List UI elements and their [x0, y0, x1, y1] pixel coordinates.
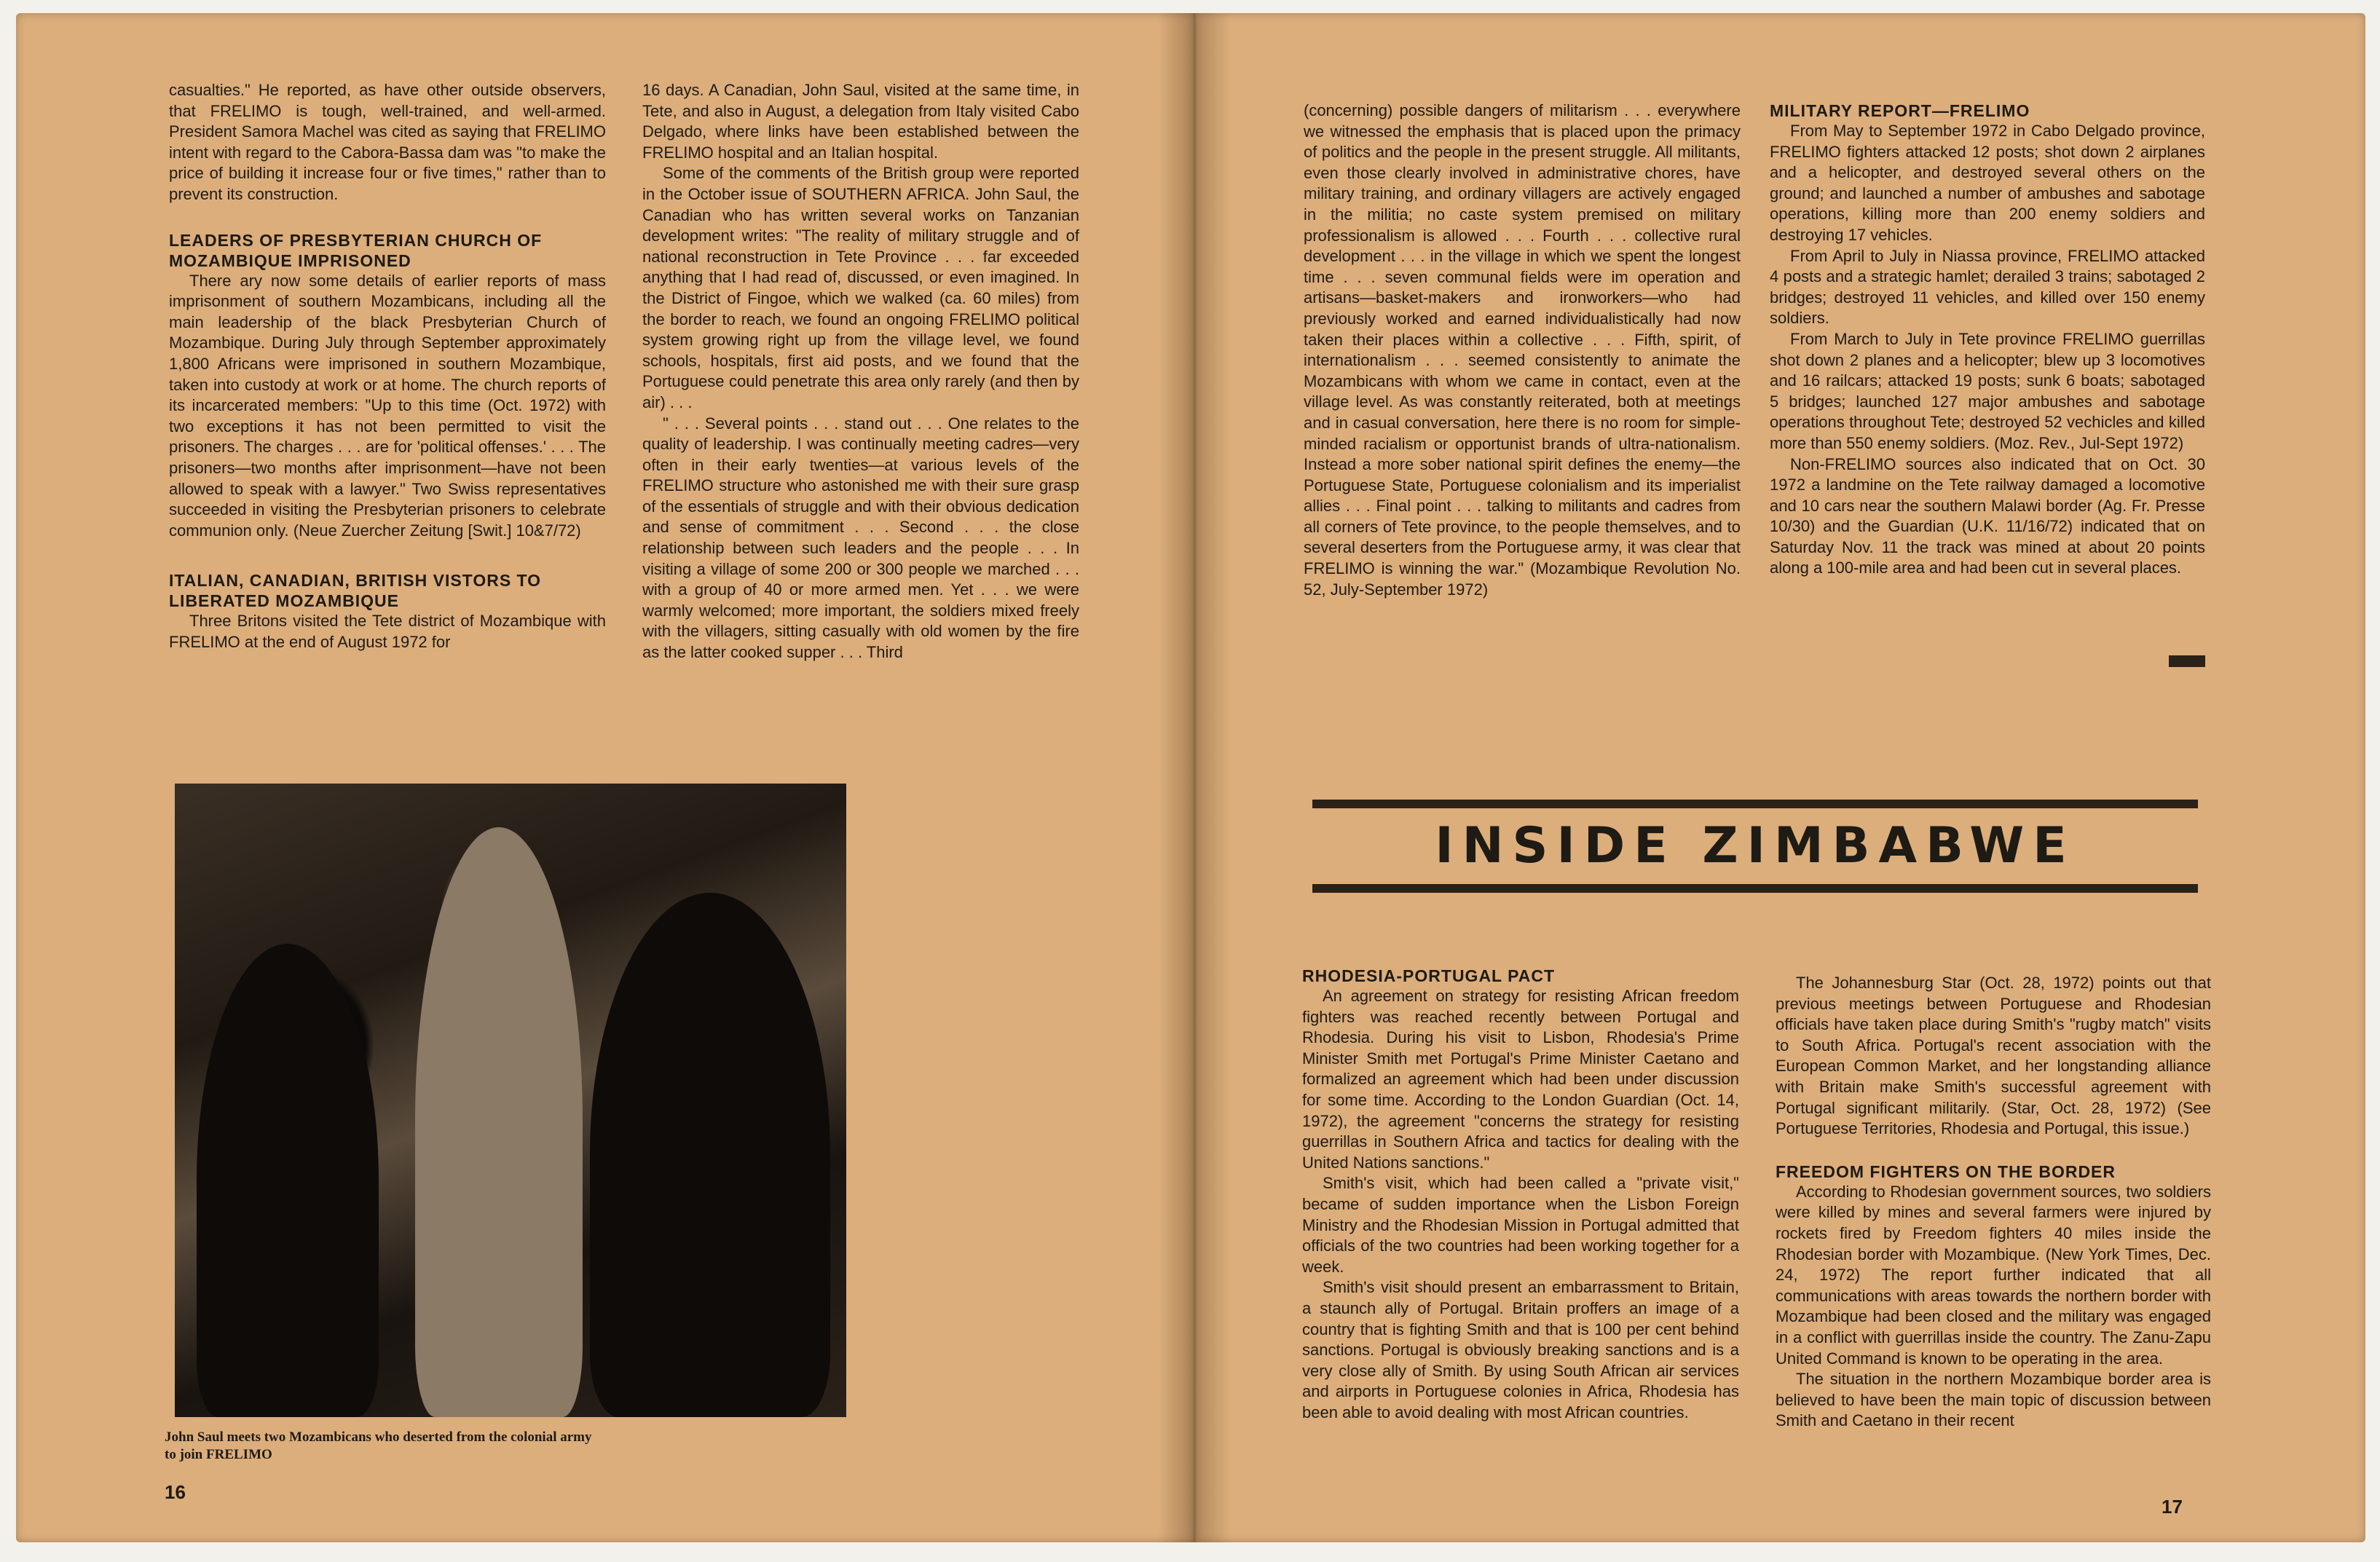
photograph — [175, 784, 846, 1417]
right-column-1 — [1304, 100, 1741, 600]
article-paragraph: From March to July in Tete province FRELIMO guerrillas shot down 2 planes and a helicopter; blew up 3 locomotives and 16 railcars; attacked 19 posts; sunk 6 boats; sabotaged 5 bridges; launched 127 major ambushes and sabotage operations throughout Tete; destroyed 52 vechicles and killed more than 550 enemy soldiers. (Moz. Rev., Jul-Sept 1972) — [1770, 329, 2205, 452]
article-paragraph: The Johannesburg Star (Oct. 28, 1972) points out that previous meetings between Portuguese and Rhodesian officials have taken place during Smith's "rugby match" visits to South Africa. Portugal's recent association with the European Common Market, and her longstanding alliance with Britain make Smith's successful agreement with Portugal significant militarily. (Star, Oct. 28, 1972) (See Portuguese Territories, Rhodesia and Portugal, this issue.) — [1776, 974, 2211, 1138]
section-heading: MILITARY REPORT—FRELIMO — [1770, 101, 2030, 120]
article-paragraph: From May to September 1972 in Cabo Delgado province, FRELIMO fighters attacked 12 posts; shot down 2 airplanes and a helicopter, and destroyed several others on the ground; and launched a number of ambushes and sabotage operations, killing more than 200 enemy soldiers and destroying 17 vehicles. — [1770, 122, 2205, 244]
section-heading: FREEDOM FIGHTERS ON THE BORDER — [1776, 1161, 2116, 1181]
article-paragraph: There ary now some details of earlier reports of mass imprisonment of southern Mozambicans, including all the main leadership of the black Presbyterian Church of Mozambique. During July through September approximately 1,800 Africans were imprisoned in southern Mozambique, taken into custody at work or at home. The church reports of its incarcerated members: "Up to this time (Oct. 1972) with two exceptions it has not been permitted to visit the prisoners. The charges . . . are for 'political offenses.' . . . The prisoners—two months after imprisonment—have not been allowed to speak with a lawyer." Two Swiss representatives succeeded in visiting the Presbyterian prisoners to celebrate communion only. (Neue Zuercher Zeitung [Swit.] 10&7/72) — [169, 271, 606, 540]
article-paragraph: " . . . Several points . . . stand out . . . One relates to the quality of leadership. I was continually meeting cadres—very often in their early twenties—at various levels of the FRELIMO structure who astonished me with their sure grasp of the essentials of struggle and with their obvious dedication and sense of commitment . . . Second . . . the close relationship between such leaders and the people . . . In visiting a village of some 200 or 300 people we marched . . . with a group of 40 or more armed men. Yet . . . we were warmly welcomed; more important, the soldiers mixed freely with the villagers, sitting casually with old women by the fire as the latter cooked supper . . . Third — [642, 414, 1079, 662]
article-paragraph: From April to July in Niassa province, FRELIMO attacked 4 posts and a strategic hamlet; derailed 3 trains; sabotaged 2 bridges; destroyed 11 vehicles, and killed over 150 enemy soldiers. — [1770, 246, 2205, 328]
right-column-4 — [1776, 973, 2211, 1432]
left-column-2 — [642, 80, 1079, 663]
page-gutter — [1158, 13, 1231, 1542]
article-paragraph: 16 days. A Canadian, John Saul, visited at the same time, in Tete, and also in August, a delegation from Italy visited Cabo Delgado, where links have been established between the FRELIMO hospital and an Italian hospital. — [642, 81, 1079, 162]
section-banner: INSIDE ZIMBABWE — [1435, 817, 2076, 875]
page-number-left: 16 — [165, 1481, 186, 1503]
article-paragraph: casualties." He reported, as have other outside observers, that FRELIMO is tough, well-trained, and well-armed. President Samora Machel was cited as saying that FRELIMO intent with regard to the Cabora-Bassa dam was "to make the price of building it increase four or five times," rather than to prevent its construction. — [169, 81, 606, 203]
right-column-2 — [1770, 100, 2205, 579]
article-paragraph: Some of the comments of the British group were reported in the October issue of SOUTHERN AFRICA. John Saul, the Canadian who has written several works on Tanzanian development writes: "The reality of military struggle and of national reconstruction in Tete Province . . . far exceeded anything that I had read of, discussed, or even imagined. In the District of Fingoe, which we walked (ca. 60 miles) from the border to reach, we found an ongoing FRELIMO political system growing right up from the village level, we found schools, hospitals, first aid posts, and we found that the Portuguese could penetrate this area only rarely (and then by air) . . . — [642, 164, 1079, 411]
end-mark — [2169, 655, 2205, 667]
article-paragraph: An agreement on strategy for resisting African freedom fighters was reached recently between Portugal and Rhodesia. During his visit to Lisbon, Rhodesia's Prime Minister Smith met Portugal's Prime Minister Caetano and formalized an agreement which had been under discussion for some time. According to the London Guardian (Oct. 14, 1972), the agreement "concerns the strategy for resisting guerrillas in Southern Africa and tactics for dealing with the United Nations sanctions." — [1302, 987, 1739, 1172]
banner-rule-top — [1312, 800, 2198, 808]
article-paragraph: Non-FRELIMO sources also indicated that on Oct. 30 1972 a landmine on the Tete railway damaged a locomotive and 10 cars near the southern Malawi border (Ag. Fr. Presse 10/30) and the Guardian (U.K. 11/16/72) indicated that on Saturday Nov. 11 the track was mined at about 20 points along a 100-mile area and had been cut in several places. — [1770, 454, 2205, 577]
section-heading: ITALIAN, CANADIAN, BRITISH VISTORS TO LIBERATED MOZAMBIQUE — [169, 571, 542, 611]
photo-figure-left — [197, 944, 379, 1417]
right-column-3 — [1302, 966, 1739, 1423]
section-heading: LEADERS OF PRESBYTERIAN CHURCH OF MOZAMBIQUE IMPRISONED — [169, 230, 543, 270]
photo-figure-right — [590, 893, 830, 1417]
article-paragraph: According to Rhodesian government sources, two soldiers were killed by mines and several farmers were injured by rockets fired by Freedom fighters 40 miles inside the Rhodesian border with Mozambique. (New York Times, Dec. 24, 1972) The report further indicated that all communications with areas towards the northern border with Mozambique had been closed and the military was engaged in a conflict with guerrillas inside the country. The Zanu-Zapu United Command is known to be operating in the area. — [1776, 1182, 2211, 1368]
photo-caption: John Saul meets two Mozambicans who deserted from the colonial army to join FRELIMO — [165, 1429, 592, 1462]
banner-rule-bottom — [1312, 884, 2198, 893]
left-column-1 — [169, 80, 606, 652]
photo-figure-center — [415, 827, 583, 1417]
page-number-right: 17 — [2162, 1496, 2183, 1518]
article-paragraph: Three Britons visited the Tete district of Mozambique with FRELIMO at the end of August 1972 for — [169, 612, 606, 651]
article-paragraph: (concerning) possible dangers of militarism . . . everywhere we witnessed the emphasis that is placed upon the primacy of politics and the people in the present struggle. All militants, even those clearly involved in administrative chores, have military training, and ordinary villagers are actively engaged in the militia; no caste system premised on military professionalism is allowed . . . Fourth . . . collective rural development . . . in the village in which we spent the longest time . . . seven communal fields were im operation and artisans—basket-makers and ironworkers—who had previously worked and earned individualistically had now taken their places within a collective . . . Fifth, spirit, of internationalism . . . seemed consistently to animate the Mozambicans with whom we came in contact, even at the village level. As was constantly reiterated, both at meetings and in casual conversation, here there is no room for simple-minded racialism or opportunist brands of ultra-nationalism. Instead a more sober national spirit defines the enemy—the Portuguese State, Portuguese colonialism and its imperialist allies . . . Final point . . . talking to militants and cadres from all corners of Tete province, to the people themselves, and to several deserters from the Portuguese army, it was clear that FRELIMO is winning the war." (Mozambique Revolution No. 52, July-September 1972) — [1304, 101, 1741, 599]
section-heading: RHODESIA-PORTUGAL PACT — [1302, 966, 1555, 985]
article-paragraph: The situation in the northern Mozambique border area is believed to have been the main topic of discussion between Smith and Caetano in their recent — [1776, 1370, 2211, 1430]
article-paragraph: Smith's visit should present an embarrassment to Britain, a staunch ally of Portugal. Britain proffers an image of a country that is fighting Smith and that is 100 per cent behind sanctions. Portugal is obviously breaking sanctions and is a very close ally of Smith. By using South African air services and airports in Portuguese colonies in Africa, Rhodesia has been able to avoid dealing with most African countries. — [1302, 1278, 1739, 1421]
article-paragraph: Smith's visit, which had been called a "private visit," became of sudden importance when the Lisbon Foreign Ministry and the Rhodesian Mission in Portugal admitted that officials of the two countries had been working together for a week. — [1302, 1174, 1739, 1276]
